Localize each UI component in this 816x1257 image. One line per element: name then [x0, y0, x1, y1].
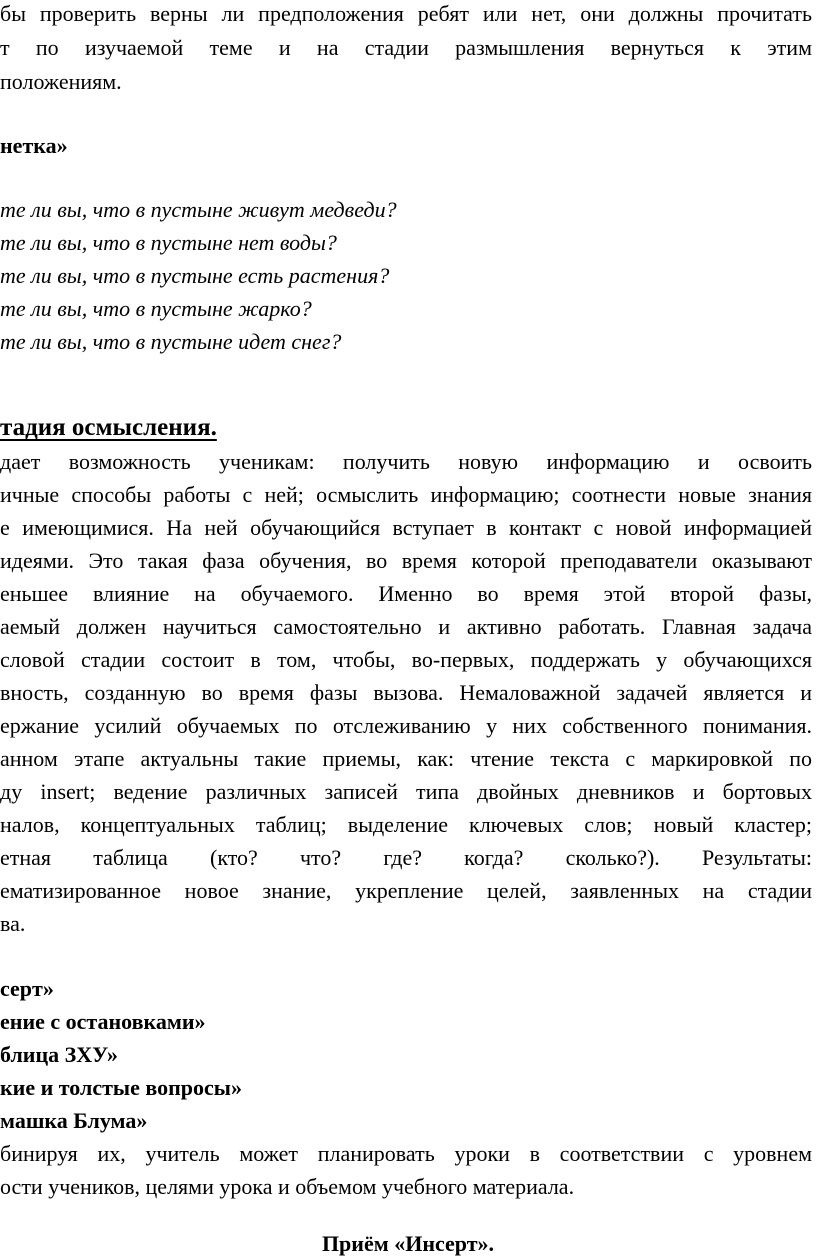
stage-paragraph-line: вность, созданную во время фазы вызова. Немаловажной задачей является и: [0, 680, 812, 705]
stage-paragraph-line: етная таблица (кто? что? где? когда? сколько?). Результаты:: [0, 845, 812, 870]
stage-paragraph-line: ду insert; ведение различных записей типа двойных дневников и бортовых: [0, 779, 812, 804]
question-item: те ли вы, что в пустыне идет снег?: [0, 329, 342, 354]
intro-line-3: положениям.: [0, 69, 122, 94]
stage-paragraph-line: ва.: [0, 911, 26, 936]
stage-paragraph-line: налов, концептуальных таблиц; выделение ключевых слов; новый кластер;: [0, 812, 812, 837]
question-item: те ли вы, что в пустыне живут медведи?: [0, 197, 397, 222]
stage-heading: тадия осмысления.: [0, 414, 217, 441]
technique-item: ение с остановками»: [0, 1009, 206, 1034]
stage-paragraph-line: аемый должен научиться самостоятельно и активно работать. Главная задача: [0, 614, 812, 639]
question-item: те ли вы, что в пустыне есть растения?: [0, 263, 390, 288]
stage-paragraph-line: дает возможность ученикам: получить новую информацию и освоить: [0, 449, 812, 474]
section-title: Приём «Инсерт».: [321, 1231, 495, 1256]
technique-item: кие и толстые вопросы»: [0, 1075, 242, 1100]
closing-line-2: ости учеников, целями урока и объемом учебного материала.: [0, 1174, 575, 1199]
question-item: те ли вы, что в пустыне нет воды?: [0, 230, 337, 255]
technique-item: блица ЗХУ»: [0, 1042, 118, 1067]
technique-item: машка Блума»: [0, 1108, 148, 1133]
intro-line-1: бы проверить верны ли предположения ребят или нет, они должны прочитать: [0, 1, 812, 26]
closing-line-1: бинируя их, учитель может планировать уроки в соответствии с уровнем: [0, 1141, 812, 1166]
stage-paragraph-line: ематизированное новое знание, укрепление целей, заявленных на стадии: [0, 878, 812, 903]
question-item: те ли вы, что в пустыне жарко?: [0, 296, 312, 321]
stage-paragraph-line: идеями. Это такая фаза обучения, во время которой преподаватели оказывают: [0, 548, 812, 573]
intro-line-2: т по изучаемой теме и на стадии размышления вернуться к этим: [0, 35, 812, 60]
stage-paragraph-line: ержание усилий обучаемых по отслеживанию у них собственного понимания.: [0, 713, 812, 738]
technique-title: нетка»: [0, 133, 68, 158]
stage-paragraph-line: словой стадии состоит в том, чтобы, во-первых, поддержать у обучающихся: [0, 647, 812, 672]
stage-paragraph-line: ичные способы работы с ней; осмыслить информацию; соотнести новые знания: [0, 482, 812, 507]
stage-paragraph-line: анном этапе актуальны такие приемы, как: чтение текста с маркировкой по: [0, 746, 812, 771]
stage-paragraph-line: е имеющимися. На ней обучающийся вступает в контакт с новой информацией: [0, 515, 812, 540]
technique-item: сеpт»: [0, 976, 54, 1001]
stage-paragraph-line: еньшее влияние на обучаемого. Именно во время этой второй фазы,: [0, 581, 812, 606]
